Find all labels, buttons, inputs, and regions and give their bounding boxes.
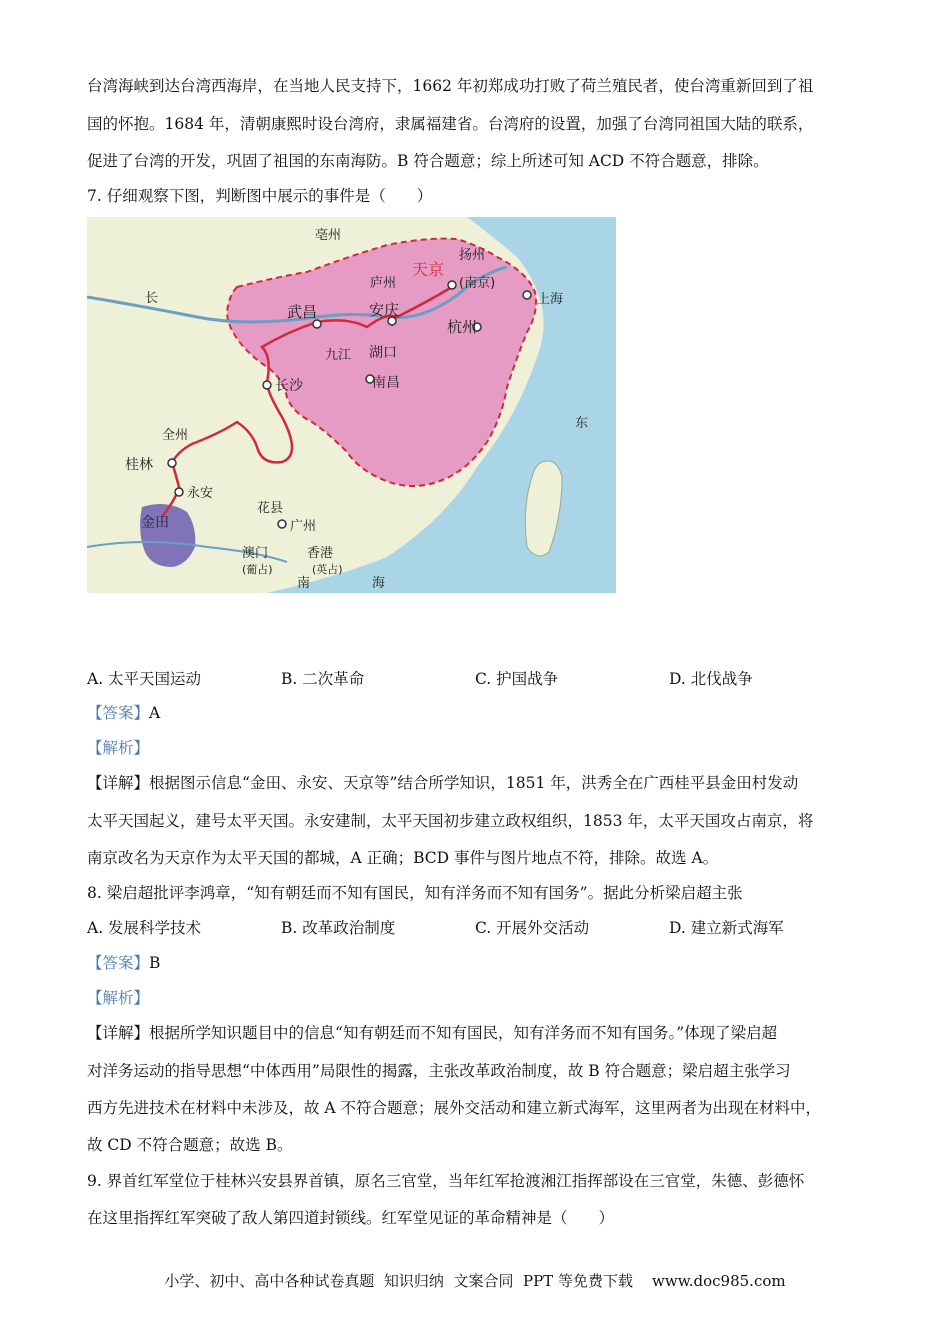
q7-detail-line-3: 南京改名为天京作为太平天国的都城，A 正确；BCD 事件与图片地点不符，排除。故选 A。 <box>87 849 719 867</box>
label-yangzhou: 扬州 <box>459 248 486 263</box>
q7-answer <box>87 703 160 723</box>
q7-detail-tag: 【详解】 <box>87 774 150 792</box>
label-wuchang: 武昌 <box>287 303 318 321</box>
city-changsha-marker <box>263 381 271 389</box>
city-yongan-marker <box>175 488 183 496</box>
label-guilin: 桂林 <box>125 457 153 473</box>
label-ying: (英占) <box>312 563 343 576</box>
label-nan: 南 <box>297 576 311 591</box>
q8-option-b: B. 改革政治制度 <box>281 919 396 937</box>
q8-answer <box>87 953 160 973</box>
city-guilin-marker <box>168 459 176 467</box>
q7-detail-text-1: 根据图示信息“金田、永安、天京等”结合所学知识，1851 年，洪秀全在广西桂平县金田村发动 <box>149 774 799 792</box>
q8-answer-value: B <box>149 954 161 972</box>
q7-option-a: A. 太平天国运动 <box>87 670 202 688</box>
label-changsha: 长沙 <box>275 378 303 394</box>
label-tianjing: 天京 <box>412 260 445 279</box>
label-hai: 海 <box>372 576 386 591</box>
question-9-line-1: 9. 界首红军堂位于桂林兴安县界首镇，原名三官堂，当年红军抢渡湘江指挥部设在三官堂，朱德、彭德怀 <box>87 1172 805 1190</box>
intro-line-3: 促进了台湾的开发，巩固了祖国的东南海防。B 符合题意；综上所述可知 ACD 不符合题意，排除。 <box>87 152 769 170</box>
label-hukou: 湖口 <box>369 345 397 361</box>
label-xianggang: 香港 <box>307 546 334 561</box>
q8-detail-line-4: 故 CD 不符合题意；故选 B。 <box>87 1136 293 1154</box>
q8-option-a: A. 发展科学技术 <box>87 919 202 937</box>
label-aomen: 澳门 <box>242 546 269 561</box>
q7-answer-value: A <box>149 704 161 722</box>
city-tianjing-marker <box>448 281 456 289</box>
intro-line-2: 国的怀抱。1684 年，清朝康熙时设台湾府，隶属福建省。台湾府的设置，加强了台湾同祖国大陆的联系， <box>87 115 814 133</box>
q8-option-d: D. 建立新式海军 <box>669 919 784 937</box>
label-chang: 长 <box>145 291 159 306</box>
label-guangzhou: 广州 <box>290 519 317 534</box>
q7-detail-line-1 <box>87 773 798 793</box>
label-nanchang: 南昌 <box>372 375 400 391</box>
intro-line-1: 台湾海峡到达台湾西海岸，在当地人民支持下，1662 年初郑成功打败了荷兰殖民者，使台湾重新回到了祖 <box>87 77 814 95</box>
label-luzhou: 庐州 <box>370 276 397 291</box>
q7-option-c: C. 护国战争 <box>475 670 559 688</box>
label-shanghai: 上海 <box>537 292 564 307</box>
question-7-stem: 7. 仔细观察下图，判断图中展示的事件是（ ） <box>87 187 433 205</box>
label-bozhou: 亳州 <box>315 228 342 243</box>
q8-detail-line-2: 对洋务运动的指导思想“中体西用”局限性的揭露，主张改革政治制度，故 B 符合题意；梁启超主张学习 <box>87 1062 791 1080</box>
city-shanghai-marker <box>523 291 531 299</box>
q8-detail-line-1 <box>87 1023 777 1043</box>
question-9-line-2: 在这里指挥红军突破了敌人第四道封锁线。红军堂见证的革命精神是（ ） <box>87 1209 615 1227</box>
q7-option-b: B. 二次革命 <box>281 670 365 688</box>
q8-detail-text-1: 根据所学知识题目中的信息“知有朝廷而不知有国民，知有洋务而不知有国务。”体现了梁启超 <box>149 1024 778 1042</box>
label-huaxian: 花县 <box>257 501 284 516</box>
label-hangzhou: 杭州 <box>447 318 478 336</box>
q8-option-c: C. 开展外交活动 <box>475 919 590 937</box>
q7-answer-tag: 【答案】 <box>87 704 150 722</box>
label-yongan: 永安 <box>187 486 214 501</box>
label-pu: (葡占) <box>242 563 273 576</box>
q7-analysis-tag: 【解析】 <box>87 739 150 757</box>
question-8-stem: 8. 梁启超批评李鸿章，“知有朝廷而不知有国民，知有洋务而不知有国务”。据此分析梁启超主张 <box>87 884 743 902</box>
label-jiujiang: 九江 <box>325 348 352 363</box>
q7-detail-line-2: 太平天国起义，建号太平天国。永安建制，太平天国初步建立政权组织，1853 年，太平天国攻占南京，将 <box>87 812 814 830</box>
taiping-route-map <box>87 217 616 593</box>
label-dong: 东 <box>575 416 589 431</box>
label-quanzhou: 全州 <box>162 428 189 443</box>
label-jintian: 金田 <box>141 515 169 531</box>
city-guangzhou-marker <box>278 520 286 528</box>
q8-detail-tag: 【详解】 <box>87 1024 150 1042</box>
label-nanjing: (南京) <box>459 276 496 291</box>
q8-answer-tag: 【答案】 <box>87 954 150 972</box>
q8-analysis-tag: 【解析】 <box>87 989 150 1007</box>
city-wuchang-marker <box>313 320 321 328</box>
label-anqing: 安庆 <box>369 301 400 319</box>
page-footer: 小学、初中、高中各种试卷真题 知识归纳 文案合同 PPT 等免费下载 www.doc985.com <box>164 1272 786 1290</box>
q8-detail-line-3: 西方先进技术在材料中未涉及，故 A 不符合题意；展外交活动和建立新式海军，这里两者为出现在材料中， <box>87 1099 822 1117</box>
q7-option-d: D. 北伐战争 <box>669 670 753 688</box>
